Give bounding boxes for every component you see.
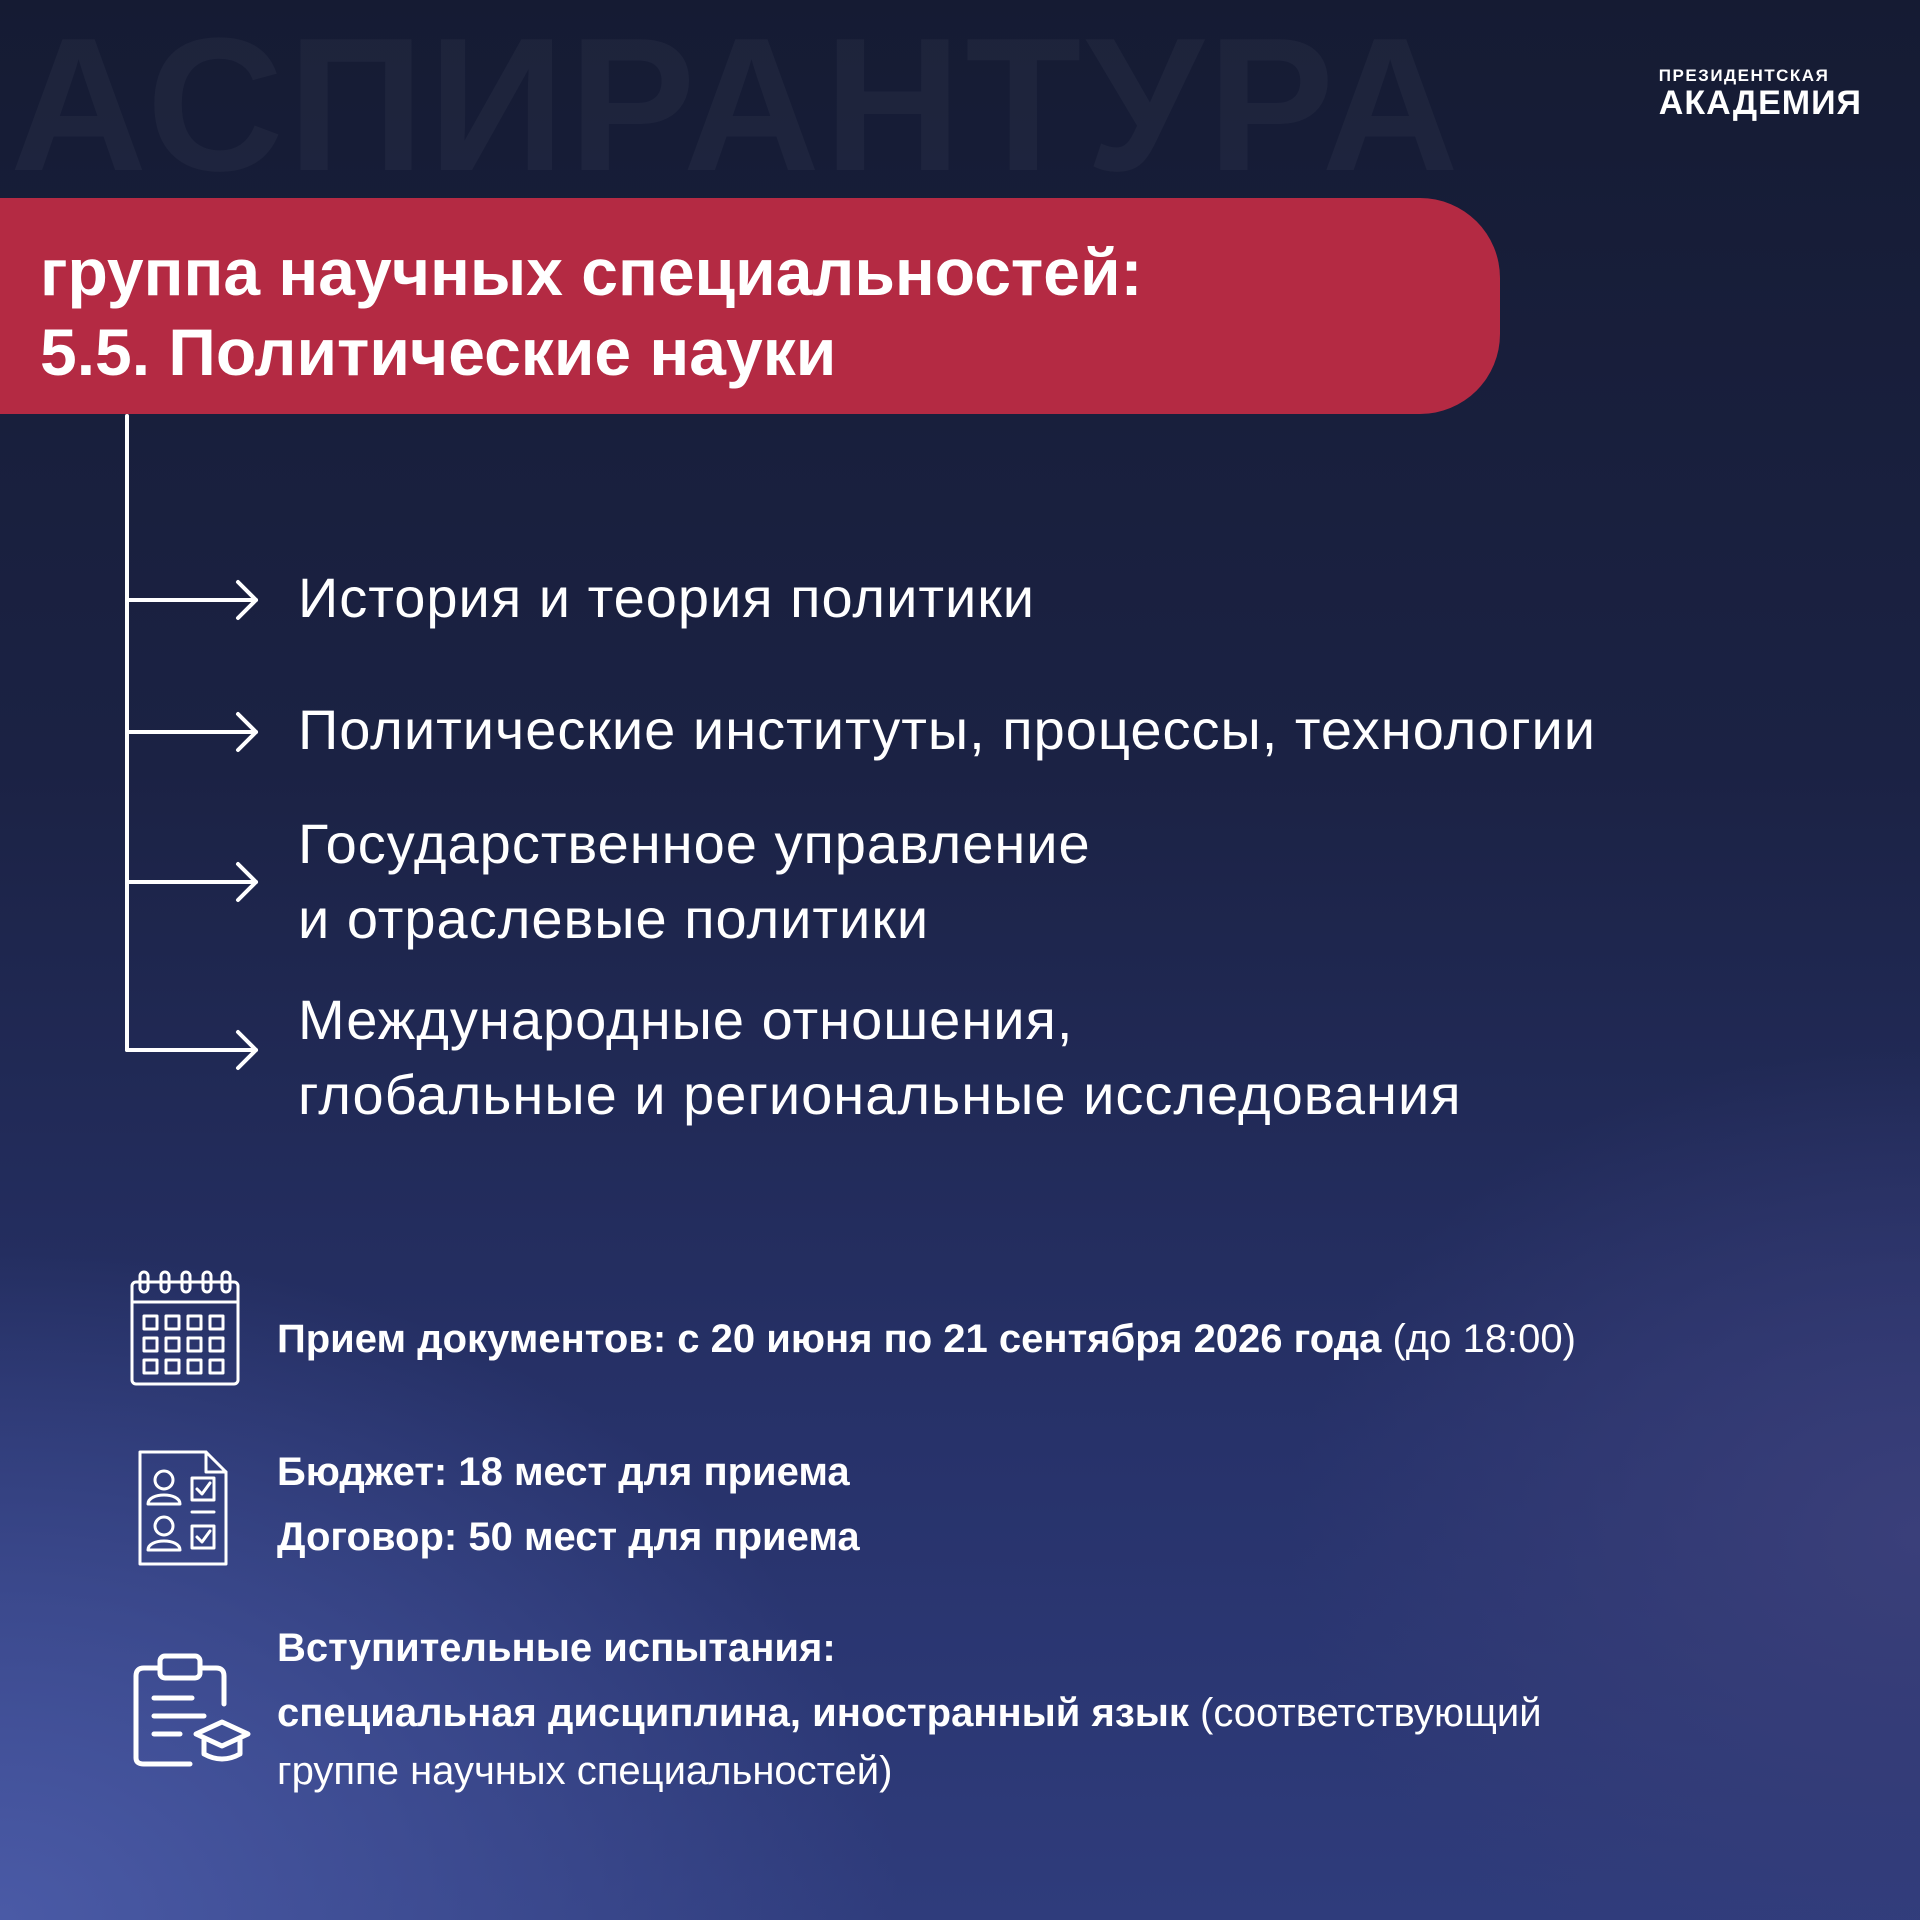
exams-note: [277, 1740, 892, 1802]
specialty-line: Международные отношения,: [298, 988, 1074, 1051]
specialty-item: [298, 692, 1596, 767]
places-contract: [277, 1506, 860, 1568]
admission-dates-main: Прием документов: с 20 июня по 21 сентября 2026 года: [277, 1317, 1382, 1361]
specialty-line: Политические институты, процессы, технологии: [298, 698, 1597, 761]
exams-subjects: [277, 1682, 1542, 1744]
exams-title-text: Вступительные испытания:: [277, 1626, 836, 1670]
places-budget: [277, 1441, 850, 1503]
header-title-line2: 5.5. Политические науки: [40, 315, 837, 389]
exams-note-part1: (соответствующий: [1200, 1691, 1542, 1735]
exams-title: [277, 1617, 836, 1679]
header-title-line1: группа научных специальностей:: [40, 235, 1143, 309]
specialty-item: [298, 806, 1091, 956]
specialty-line: глобальные и региональные исследования: [298, 1063, 1462, 1126]
specialty-line: и отраслевые политики: [298, 887, 930, 950]
logo-small-text: ПРЕЗИДЕНТСКАЯ: [1658, 66, 1830, 85]
places-budget-text: Бюджет: 18 мест для приема: [277, 1450, 850, 1494]
clipboard-graduation-icon: [132, 1652, 252, 1768]
admission-dates-time: (до 18:00): [1392, 1317, 1576, 1361]
calendar-icon: [128, 1268, 242, 1388]
logo-big-text: АКАДЕМИЯ: [1658, 84, 1862, 122]
specialty-item: [298, 982, 1462, 1132]
admission-dates: [277, 1308, 1576, 1370]
specialty-line: Государственное управление: [298, 812, 1091, 875]
specialty-item: [298, 560, 1035, 635]
exams-note-part2: группе научных специальностей): [277, 1749, 893, 1793]
applicants-list-icon: [136, 1448, 230, 1568]
places-contract-text: Договор: 50 мест для приема: [277, 1515, 860, 1559]
exams-subjects-text: специальная дисциплина, иностранный язык: [277, 1691, 1189, 1735]
specialty-line: История и теория политики: [298, 566, 1036, 629]
